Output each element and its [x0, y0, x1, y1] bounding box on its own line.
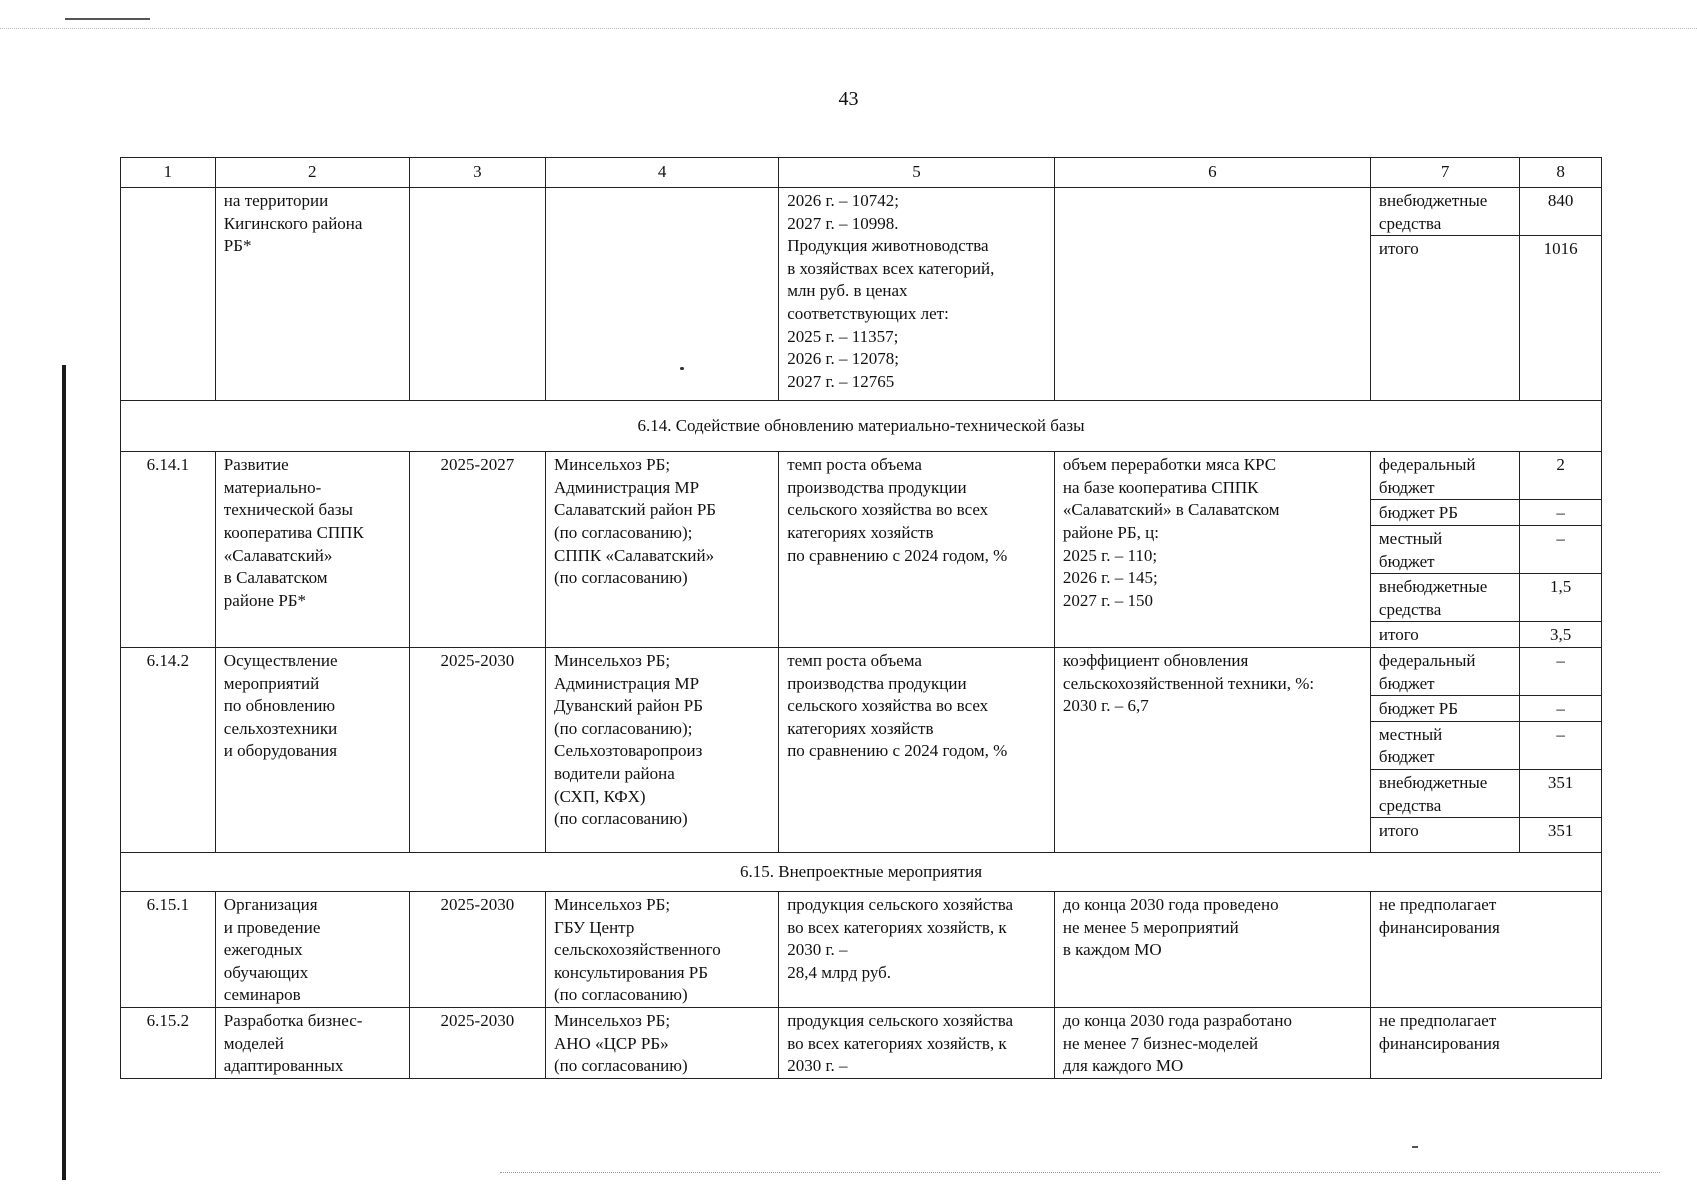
column-number-row: [121, 158, 1602, 188]
cell-executors: Минсельхоз РБ; Администрация МР Дуванский район РБ (по согласованию); Сельхозтоваропроиз водители района (СХП, КФХ) (по согласованию): [545, 647, 778, 852]
table-row: [121, 1008, 1602, 1079]
cell-executors: Минсельхоз РБ; Администрация МР Салаватский район РБ (по согласованию); СППК «Салаватский» (по согласованию): [545, 452, 778, 648]
cell-period: 2025-2030: [409, 1008, 545, 1079]
scan-dash: [1412, 1146, 1418, 1148]
table-row: [121, 892, 1602, 1008]
cell-name: на территории Кигинского района РБ*: [215, 188, 409, 401]
scan-bottom-rule: [500, 1172, 1660, 1173]
col-header: 1: [121, 158, 216, 188]
cell-financing: не предполагает финансирования: [1370, 892, 1601, 1008]
fin-source: итого: [1370, 818, 1519, 853]
fin-value: 1016: [1520, 236, 1602, 401]
col-header: 7: [1370, 158, 1519, 188]
fin-source: местный бюджет: [1370, 525, 1519, 573]
table-row: [121, 452, 1602, 500]
cell-executors: Минсельхоз РБ; ГБУ Центр сельскохозяйственного консультирования РБ (по согласованию): [545, 892, 778, 1008]
scan-top-rule: [65, 18, 150, 20]
col-header: 5: [779, 158, 1055, 188]
program-table: [120, 157, 1602, 1079]
fin-value: 1,5: [1520, 574, 1602, 622]
cell-indicator: темп роста объема производства продукции сельского хозяйства во всех категориях хозяйств по сравнению с 2024 годом, %: [779, 647, 1055, 852]
cell-indicator: темп роста объема производства продукции сельского хозяйства во всех категориях хозяйств по сравнению с 2024 годом, %: [779, 452, 1055, 648]
col-header: 6: [1054, 158, 1370, 188]
table-row: [121, 647, 1602, 695]
cell-num: 6.15.2: [121, 1008, 216, 1079]
scan-top-noise: [0, 28, 1697, 29]
cell-name: Развитие материально- технической базы кооператива СППК «Салаватский» в Салаватском районе РБ*: [215, 452, 409, 648]
cell-indicator: продукция сельского хозяйства во всех категориях хозяйств, к 2030 г. – 28,4 млрд руб.: [779, 892, 1055, 1008]
fin-value: 351: [1520, 769, 1602, 817]
cell-indicator: 2026 г. – 10742; 2027 г. – 10998. Продукция животноводства в хозяйствах всех категорий, млн руб. в ценах соответствующих лет: 2025 г. – 11357; 2026 г. – 12078; 2027 г. – 12765: [779, 188, 1055, 401]
cell-num: [121, 188, 216, 401]
cell-name: Организация и проведение ежегодных обучающих семинаров: [215, 892, 409, 1008]
col-header: 4: [545, 158, 778, 188]
cell-period: [409, 188, 545, 401]
fin-value: 3,5: [1520, 622, 1602, 648]
fin-value: –: [1520, 500, 1602, 526]
fin-value: 840: [1520, 188, 1602, 236]
table-row: [121, 188, 1602, 236]
fin-value: –: [1520, 721, 1602, 769]
cell-name: Разработка бизнес- моделей адаптированных: [215, 1008, 409, 1079]
cell-executors: Минсельхоз РБ; АНО «ЦСР РБ» (по согласованию): [545, 1008, 778, 1079]
fin-source: внебюджетные средства: [1370, 574, 1519, 622]
cell-indicator: продукция сельского хозяйства во всех категориях хозяйств, к 2030 г. –: [779, 1008, 1055, 1079]
fin-source: внебюджетные средства: [1370, 188, 1519, 236]
fin-value: –: [1520, 647, 1602, 695]
col-header: 3: [409, 158, 545, 188]
fin-value: 2: [1520, 452, 1602, 500]
page-number: 43: [838, 88, 859, 110]
fin-value: –: [1520, 696, 1602, 722]
fin-source: федеральный бюджет: [1370, 452, 1519, 500]
fin-source: федеральный бюджет: [1370, 647, 1519, 695]
fin-source: бюджет РБ: [1370, 500, 1519, 526]
cell-result: [1054, 188, 1370, 401]
fin-source: местный бюджет: [1370, 721, 1519, 769]
cell-financing: не предполагает финансирования: [1370, 1008, 1601, 1079]
cell-period: 2025-2030: [409, 892, 545, 1008]
scan-left-edge: [62, 365, 66, 1180]
fin-source: внебюджетные средства: [1370, 769, 1519, 817]
cell-result: объем переработки мяса КРС на базе кооператива СППК «Салаватский» в Салаватском районе РБ, ц: 2025 г. – 110; 2026 г. – 145; 2027 г. – 150: [1054, 452, 1370, 648]
fin-value: –: [1520, 525, 1602, 573]
cell-num: 6.15.1: [121, 892, 216, 1008]
cell-result: до конца 2030 года разработано не менее 7 бизнес-моделей для каждого МО: [1054, 1008, 1370, 1079]
section-row: [121, 401, 1602, 452]
cell-num: 6.14.1: [121, 452, 216, 648]
cell-period: 2025-2030: [409, 647, 545, 852]
col-header: 2: [215, 158, 409, 188]
fin-source: бюджет РБ: [1370, 696, 1519, 722]
fin-source: итого: [1370, 236, 1519, 401]
fin-source: итого: [1370, 622, 1519, 648]
section-title-6-14: 6.14. Содействие обновлению материально-технической базы: [121, 401, 1602, 452]
cell-num: 6.14.2: [121, 647, 216, 852]
cell-executors: [545, 188, 778, 401]
cell-period: 2025-2027: [409, 452, 545, 648]
col-header: 8: [1520, 158, 1602, 188]
cell-result: до конца 2030 года проведено не менее 5 мероприятий в каждом МО: [1054, 892, 1370, 1008]
cell-name: Осуществление мероприятий по обновлению сельхозтехники и оборудования: [215, 647, 409, 852]
cell-result: коэффициент обновления сельскохозяйственной техники, %: 2030 г. – 6,7: [1054, 647, 1370, 852]
fin-value: 351: [1520, 818, 1602, 853]
section-row: [121, 853, 1602, 892]
section-title-6-15: 6.15. Внепроектные мероприятия: [121, 853, 1602, 892]
